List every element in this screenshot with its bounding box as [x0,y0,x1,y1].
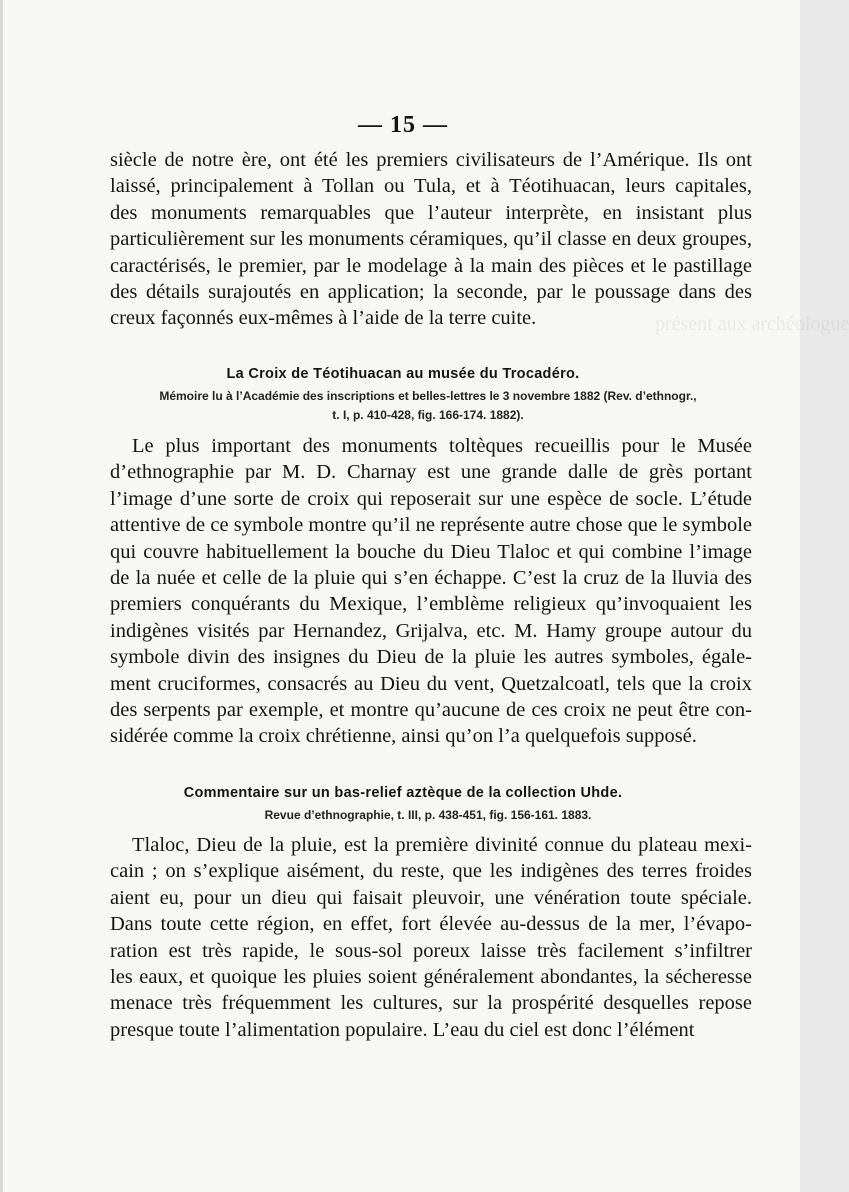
text-line: cain ; on s’explique aisément, du reste, que les indigènes des terres froides [110,860,752,883]
text-line: qui couvre habituellement la bouche du Dieu Tlaloc et qui combine l’image [110,540,752,563]
reference-line: t. I, p. 410-428, fig. 166-174. 1882). [332,408,524,422]
text-line: d’ethnographie par M. D. Charnay est une grande dalle de grès portant [110,461,752,484]
text-line: Le plus important des monuments toltèques recueillis pour le Musée [132,435,752,457]
text-line: siècle de notre ère, ont été les premiers civilisateurs de l’Amérique. Ils ont [110,149,752,171]
text-line: symbole divin des insignes du Dieu de la pluie les autres symboles, égale- [110,646,752,669]
text-line: ration est très rapide, le sous-sol poreux laisse très facilement s’infiltrer [110,939,752,962]
text-line: des détails surajoutés en application; la seconde, par le poussage dans des [110,281,752,304]
text-line: Dans toute cette région, en effet, fort élevée au-dessus de la mer, l’évapo- [110,913,752,936]
text-line: des serpents par exemple, et montre qu’aucune de ces croix ne peut être con- [110,699,752,722]
paragraph-croix [110,433,752,750]
text-line: Tlaloc, Dieu de la pluie, est la première divinité connue du plateau mexi- [132,834,752,856]
section-reference-croix [123,387,733,425]
paragraph-tlaloc [110,832,752,1043]
section-title-croix-teotihuacan: La Croix de Téotihuacan au musée du Trocadéro. [226,366,580,382]
section-reference-bas-relief [123,806,733,825]
reference-line: Mémoire lu à l’Académie des inscriptions et belles-lettres le 3 novembre 1882 (Rev. d’ethnogr., [159,389,697,403]
text-line: sidérée comme la croix chrétienne, ainsi qu’on l’a quelquefois supposé. [110,725,697,748]
paragraph-intro [110,147,752,332]
text-line: menace très fréquemment les cultures, sur la prospérité desquelles repose [110,992,752,1015]
text-line: laissé, principalement à Tollan ou Tula, et à Téotihuacan, leurs capitales, [110,175,752,198]
text-line: creux façonnés eux-mêmes à l’aide de la terre cuite. [110,307,537,330]
text-line: de la nuée et celle de la pluie qui s’en échappe. C’est la cruz de la lluvia des [110,567,752,590]
text-line: l’image d’une sorte de croix qui reposerait sur une espèce de socle. L’étude [110,487,752,510]
text-line: des monuments remarquables que l’auteur interprète, en insistant plus [110,201,752,224]
text-line: ment cruciformes, consacrés au Dieu du vent, Quetzalcoatl, tels que la croix [110,672,752,695]
text-line: presque toute l’alimentation populaire. L’eau du ciel est donc l’élément [110,1018,695,1041]
text-line: aient eu, pour un dieu qui faisait pleuvoir, une vénération toute spéciale. [110,886,752,909]
reference-line: Revue d’ethnographie, t. III, p. 438-451, fig. 156-161. 1883. [264,808,592,822]
text-line: caractérisés, le premier, par le modelage à la main des pièces et le pastillage [110,254,752,277]
bleed-through-text: présent aux archéologue [655,313,849,335]
text-line: particulièrement sur les monuments céramiques, qu’il classe en deux groupes, [110,228,752,251]
page-number: — 15 — [358,112,448,138]
text-line: attentive de ce symbole montre qu’il ne représente autre chose que le symbole [110,514,752,537]
text-line: indigènes visités par Hernandez, Grijalva, etc. M. Hamy groupe autour du [110,619,752,642]
text-line: premiers conquérants du Mexique, l’emblème religieux qu’invoquaient les [110,593,752,616]
section-title-bas-relief: Commentaire sur un bas-relief aztèque de la collection Uhde. [183,785,623,801]
text-line: les eaux, et quoique les pluies soient généralement abondantes, la sécheresse [110,966,752,989]
